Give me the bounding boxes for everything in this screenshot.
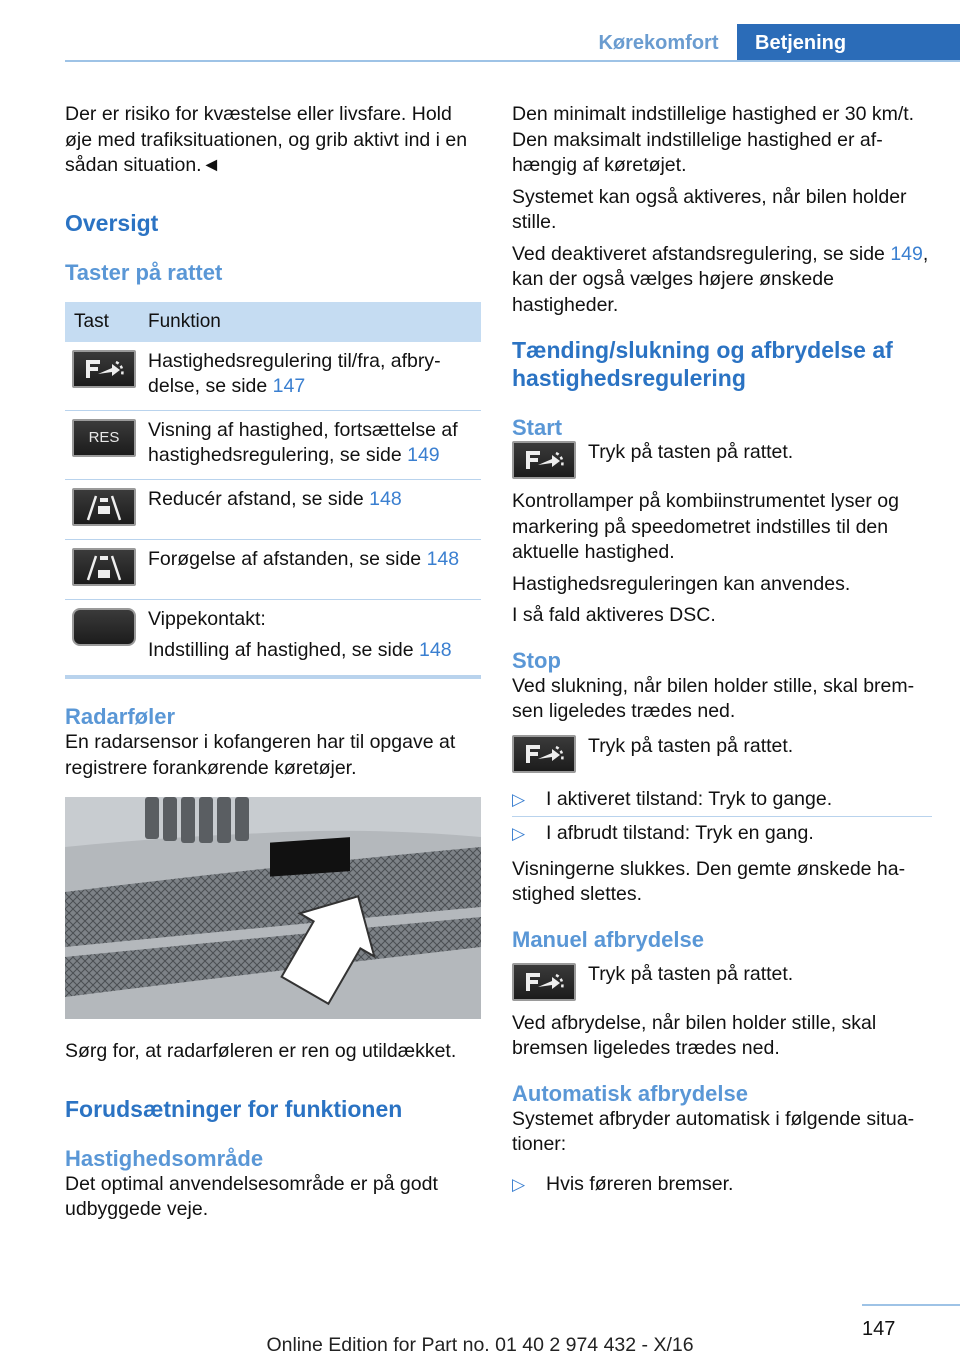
standstill-text: Systemet kan også aktiveres, når bilen holder stille. <box>512 185 907 233</box>
start-text-1: Kontrollamper på kombiinstrumentet lyser og markering på speedometret indstilles til den aktuelle hastighed. <box>512 490 899 563</box>
stop-text: Ved slukning, når bilen holder stille, skal bremsen ligeledes trædes ned. <box>512 674 915 722</box>
distance-decrease-icon <box>72 488 136 526</box>
table-row <box>65 410 481 479</box>
start-instruction <box>512 441 932 479</box>
header-chapter-tab: Betjening <box>737 24 960 62</box>
intro-warning: Der er risiko for kvæstelse eller livsfare. Hold øje med trafiksituationen, og grib aktivt ind i en sådan situation.◄ <box>65 103 468 176</box>
header-section-tab: Kørekomfort <box>598 31 719 54</box>
start-text-2: Hastighedsreguleringen kan anvendes. <box>512 572 851 595</box>
auto-bullet-list <box>512 1168 932 1202</box>
distance-increase-icon <box>72 548 136 586</box>
heading-radar: Radarføler <box>65 704 176 729</box>
heading-forudsaetninger: Forudsætninger for funktionen <box>65 1095 403 1122</box>
heading-stop: Stop <box>512 647 561 673</box>
res-button-icon: RES <box>72 419 136 457</box>
deactivated-text: Ved deaktiveret afstandsregulering, se side 149, kan der også vælges højere ønskede hastigheder. <box>512 242 929 316</box>
triangle-bullet-icon: ▷ <box>512 789 526 809</box>
right-column <box>512 102 932 1201</box>
auto-text: Systemet afbryder automatisk i følgende situationer: <box>512 1107 915 1155</box>
table-row <box>65 479 481 539</box>
stop-instruction <box>512 735 932 773</box>
heading-taending: Tænding/slukning og afbrydelse af hastighedsregulering <box>512 337 893 391</box>
cruise-control-icon <box>72 350 136 388</box>
cruise-control-icon <box>512 441 576 479</box>
table-row <box>65 599 481 677</box>
page-number: 147 <box>862 1318 896 1340</box>
press-button-text: Tryk på tasten på rattet. <box>588 734 794 757</box>
cruise-control-icon <box>512 735 576 773</box>
table-cell: Forøgelse af afstanden, se side 148 <box>148 539 481 599</box>
radar-note: Sørg for, at radarføleren er ren og utildækket. <box>65 1040 457 1062</box>
cruise-control-icon <box>512 963 576 1001</box>
rocker-switch-icon <box>72 608 136 646</box>
heading-manuel: Manuel afbrydelse <box>512 926 704 952</box>
table-row <box>65 539 481 599</box>
triangle-bullet-icon: ▷ <box>512 824 526 843</box>
header-rule <box>65 60 960 62</box>
radar-sensor-photo <box>65 797 481 1019</box>
page-link[interactable]: 149 <box>890 242 923 265</box>
list-item: ▷ I afbrudt tilstand: Tryk en gang. <box>512 817 932 851</box>
edition-footer: Online Edition for Part no. 01 40 2 974 432 - X/16 <box>266 1334 694 1356</box>
table-cell: Vippekontakt: Indstilling af hastighed, se side 148 <box>148 599 481 677</box>
stop-bullet-list <box>512 783 932 851</box>
table-header <box>65 302 481 342</box>
buttons-table <box>65 302 481 680</box>
page-link[interactable]: 148 <box>419 639 452 661</box>
col-header-tast: Tast <box>65 302 148 342</box>
table-cell: Hastighedsregulering til/fra, afbrydelse, se side 147 <box>148 342 481 411</box>
page-link[interactable]: 148 <box>426 547 460 570</box>
press-button-text: Tryk på tasten på rattet. <box>588 962 794 985</box>
radar-text: En radarsensor i kofangeren har til opgave at registrere forankørende køretøjer. <box>65 731 456 779</box>
page-link[interactable]: 149 <box>407 444 440 466</box>
manuel-instruction <box>512 963 932 1001</box>
col-header-funktion: Funktion <box>148 302 481 342</box>
heading-oversigt: Oversigt <box>65 209 159 236</box>
page-link[interactable]: 147 <box>272 375 306 397</box>
footer-rule <box>862 1304 960 1306</box>
heading-start: Start <box>512 415 563 440</box>
table-cell: Visning af hastighed, fortsættelse af hastighedsregulering, se side 149 <box>148 410 481 479</box>
table-row <box>65 342 481 411</box>
hastighedsomraade-text: Det optimal anvendelsesområde er på godt udbyggede veje. <box>65 1172 438 1220</box>
press-button-text: Tryk på tasten på rattet. <box>588 441 794 463</box>
stop-after-text: Visningerne slukkes. Den gemte ønskede hastighed slettes. <box>512 857 906 905</box>
speed-range-text: Den minimalt indstillelige hastighed er 30 km/t. Den maksimalt indstillelige hastighed er afhængig af køretøjet. <box>512 103 915 176</box>
triangle-bullet-icon: ▷ <box>512 1174 526 1194</box>
list-item: ▷ Hvis føreren bremser. <box>512 1168 932 1202</box>
heading-taster: Taster på rattet <box>65 259 223 285</box>
page-link[interactable]: 148 <box>369 487 402 510</box>
start-text-3: I så fald aktiveres DSC. <box>512 604 716 626</box>
left-column <box>65 102 481 1229</box>
table-cell: Reducér afstand, se side 148 <box>148 479 481 539</box>
list-item: ▷ I aktiveret tilstand: Tryk to gange. <box>512 783 932 818</box>
heading-automatisk: Automatisk afbrydelse <box>512 1080 748 1106</box>
heading-hastighedsomraade: Hastighedsområde <box>65 1145 264 1171</box>
manuel-text: Ved afbrydelse, når bilen holder stille, skal bremsen ligeledes trædes ned. <box>512 1011 877 1059</box>
